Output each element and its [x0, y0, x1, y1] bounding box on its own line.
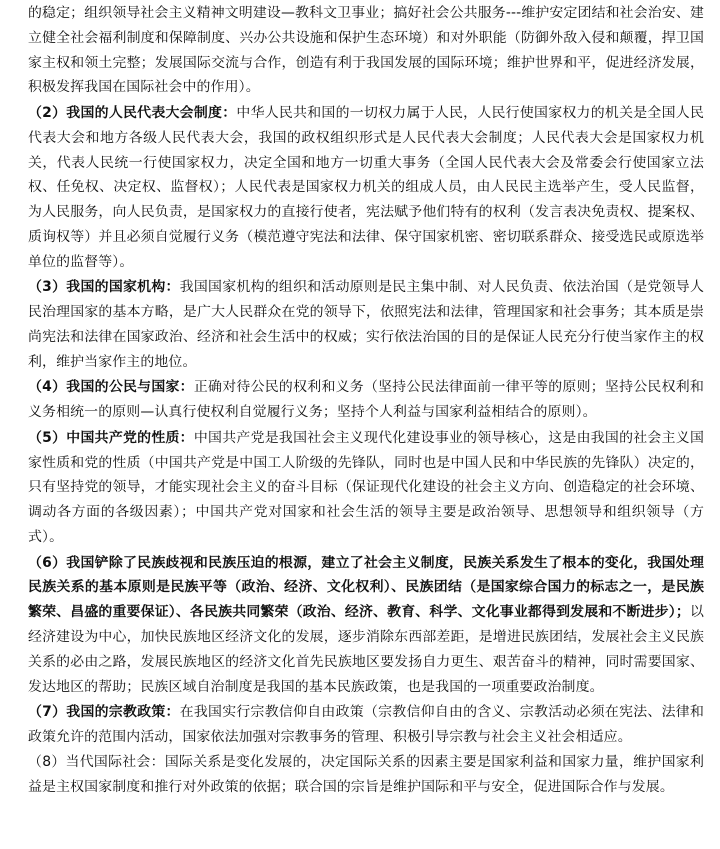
item-3-title: 我国的国家机构：	[66, 279, 180, 296]
item-3-paragraph	[28, 275, 704, 374]
item-2-number: （2）	[28, 104, 67, 121]
item-7-paragraph	[28, 700, 704, 750]
item-5-body: 中国共产党是我国社会主义现代化建设事业的领导核心，这是由我国的社会主义国家性质和党的性质（中国共产党是中国工人阶级的先锋队，同时也是中国人民和中华民族的先锋队）决定的，只有坚持党的领导，才能实现社会主义的奋斗目标（保证现代化建设的社会主义方向、创造稳定的社会环境、调动各方面的各级因素）；中国共产党对国家和社会生活的领导主要是政治领导、思想领导和组织领导（方式）。	[28, 429, 704, 545]
item-2-body: 中华人民共和国的一切权力属于人民，人民行使国家权力的机关是全国人民代表大会和地方各级人民代表大会，我国的政权组织形式是人民代表大会制度；人民代表大会是国家权力机关，代表人民统一行使国家权力，决定全国和地方一切重大事务（全国人民代表大会及常委会行使国家立法权、任免权、决定权、监督权）；人民代表是国家权力机关的组成人员，由人民民主选举产生，受人民监督，为人民服务，向人民负责，是国家权力的直接行使者，宪法赋予他们特有的权利（发言表决免责权、提案权、质询权等）并且必须自觉履行义务（模范遵守宪法和法律、保守国家机密、密切联系群众、接受选民或原选举单位的监督等）。	[28, 104, 704, 270]
item-4-paragraph	[28, 375, 704, 425]
item-8-paragraph	[28, 750, 704, 800]
item-5-title: 中国共产党的性质：	[66, 429, 194, 446]
item-7-body: 在我国实行宗教信仰自由政策（宗教信仰自由的含义、宗教活动必须在宪法、法律和政策允许的范围内活动，国家依法加强对宗教事务的管理、积极引导宗教与社会主义社会相适应。	[28, 704, 704, 745]
item-8-number: （8）	[28, 754, 66, 771]
item-2-paragraph	[28, 101, 704, 275]
item-8-body: 当代国际社会：国际关系是变化发展的，决定国际关系的因素主要是国家利益和国家力量，维护国家利益是主权国家制度和推行对外政策的依据；联合国的宗旨是维护国际和平与安全，促进国际合作与发展。	[28, 754, 704, 796]
item-3-body: 我国国家机构的组织和活动原则是民主集中制、对人民负责、依法治国（是党领导人民治理国家的基本方略，是广大人民群众在党的领导下，依照宪法和法律，管理国家和社会事务；其本质是崇尚宪法和法律在国家政治、经济和社会生活中的权威；实行依法治国的目的是保证人民充分行使当家作主的权利，维护当家作主的地位。	[28, 279, 704, 370]
intro-paragraph	[28, 1, 704, 100]
item-6-body: 以经济建设为中心，加快民族地区经济文化的发展，逐步消除东西部差距，是增进民族团结，发展社会主义民族关系的必由之路，发展民族地区的经济文化首先民族地区要发扬自力更生、艰苦奋斗的精神，同时需要国家、发达地区的帮助；民族区域自治制度是我国的基本民族政策，也是我国的一项重要政治制度。	[28, 604, 705, 695]
item-6-paragraph	[28, 551, 704, 700]
item-5-number: （5）	[28, 429, 67, 446]
item-4-title: 我国的公民与国家：	[66, 379, 194, 396]
item-3-number: （3）	[28, 279, 67, 296]
item-7-title: 我国的宗教政策：	[66, 704, 180, 721]
item-4-number: （4）	[28, 379, 67, 396]
item-6-title: 我国铲除了民族歧视和民族压迫的根源，建立了社会主义制度，民族关系发生了根本的变化，我国处理民族关系的基本原则是民族平等（政治、经济、文化权利）、民族团结（是国家综合国力的标志之一，是民族繁荣、昌盛的重要保证）、各民族共同繁荣（政治、经济、教育、科学、文化事业都得到发展和不断进步）；	[28, 554, 704, 621]
item-6-number: （6）	[28, 554, 67, 571]
item-7-number: （7）	[28, 704, 67, 721]
intro-text: 的稳定；组织领导社会主义精神文明建设—教科文卫事业；搞好社会公共服务---维护安定团结和社会治安、建立健全社会福利制度和保障制度、兴办公共设施和保护生态环境）和对外职能（防御外敌入侵和颠覆，捍卫国家主权和领土完整；发展国际交流与合作，创造有利于我国发展的国际环境；维护世界和平，促进经济发展，积极发挥我国在国际社会中的作用）。	[28, 5, 704, 96]
item-5-paragraph	[28, 426, 704, 550]
item-4-body: 正确对待公民的权利和义务（坚持公民法律面前一律平等的原则；坚持公民权利和义务相统一的原则—认真行使权利自觉履行义务；坚持个人利益与国家利益相结合的原则）。	[28, 379, 704, 421]
item-2-title: 我国的人民代表大会制度：	[66, 104, 237, 121]
